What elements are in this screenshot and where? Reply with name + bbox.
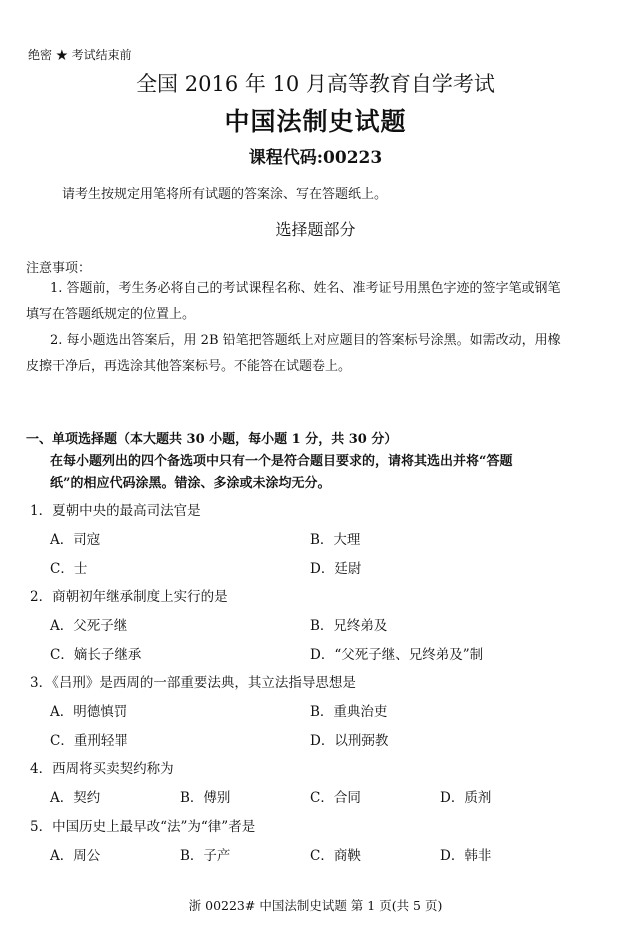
question-5-option-b: B．子产 (180, 848, 231, 864)
paper-title: 中国法制史试题 (224, 107, 407, 136)
question-1-stem: 1．夏朝中央的最高司法官是 (30, 503, 201, 519)
question-1-option-b: B．大理 (310, 532, 361, 548)
notice-item-1-line-2: 填写在答题纸规定的位置上。 (26, 307, 196, 322)
question-5-option-c: C．商鞅 (310, 848, 361, 864)
notice-item-2-line-2: 皮擦干净后，再选涂其他答案标号。不能答在试题卷上。 (26, 359, 352, 374)
part-a-title: 选择题部分 (275, 220, 356, 239)
section-heading: 一、单项选择题（本大题共 30 小题，每小题 1 分，共 30 分） (26, 432, 398, 447)
question-4-option-d: D．质剂 (440, 790, 492, 806)
section-desc-line-1: 在每小题列出的四个备选项中只有一个是符合题目要求的，请将其选出并将“答题 (50, 454, 513, 469)
notice-item-2-line-1: 2. 每小题选出答案后，用 2B 铅笔把答题纸上对应题目的答案标号涂黑。如需改动，用橡 (50, 333, 561, 348)
notice-heading: 注意事项： (26, 261, 92, 276)
question-5-option-a: A．周公 (50, 848, 101, 864)
section-desc-line-2: 纸”的相应代码涂黑。错涂、多涂或未涂均无分。 (50, 476, 331, 491)
course-code: 课程代码:00223 (248, 148, 383, 168)
question-3-option-b: B．重典治吏 (310, 704, 388, 720)
exam-title: 全国 2016 年 10 月高等教育自学考试 (136, 72, 495, 96)
notice-item-1-line-1: 1. 答题前，考生务必将自己的考试课程名称、姓名、准考证号用黑色字迹的签字笔或钢笔 (50, 281, 561, 296)
question-2-option-c: C．嫡长子继承 (50, 647, 142, 663)
question-4-option-a: A．契约 (50, 790, 101, 806)
question-3-stem: 3．《吕刑》是西周的一部重要法典，其立法指导思想是 (30, 675, 356, 691)
question-1-option-d: D．廷尉 (310, 561, 362, 577)
question-5-stem: 5．中国历史上最早改“法”为“律”者是 (30, 819, 256, 835)
question-3-option-c: C．重刑轻罪 (50, 733, 128, 749)
question-1-option-c: C．士 (50, 561, 88, 577)
question-5-option-d: D．韩非 (440, 848, 492, 864)
question-2-option-b: B．兄终弟及 (310, 618, 388, 634)
question-2-stem: 2．商朝初年继承制度上实行的是 (30, 589, 228, 605)
question-3-option-d: D．以刑弼教 (310, 733, 389, 749)
question-4-option-c: C．合同 (310, 790, 361, 806)
question-4-option-b: B．傅别 (180, 790, 231, 806)
answer-instruction: 请考生按规定用笔将所有试题的答案涂、写在答题纸上。 (62, 187, 388, 202)
question-4-stem: 4．西周将买卖契约称为 (30, 761, 174, 777)
question-3-option-a: A．明德慎罚 (50, 704, 128, 720)
question-2-option-d: D．“父死子继、兄终弟及”制 (310, 647, 484, 663)
page-footer: 浙 00223# 中国法制史试题 第 1 页(共 5 页) (188, 898, 443, 913)
confidential-label: 绝密 ★ 考试结束前 (28, 48, 132, 62)
question-1-option-a: A．司寇 (50, 532, 101, 548)
question-2-option-a: A．父死子继 (50, 618, 128, 634)
